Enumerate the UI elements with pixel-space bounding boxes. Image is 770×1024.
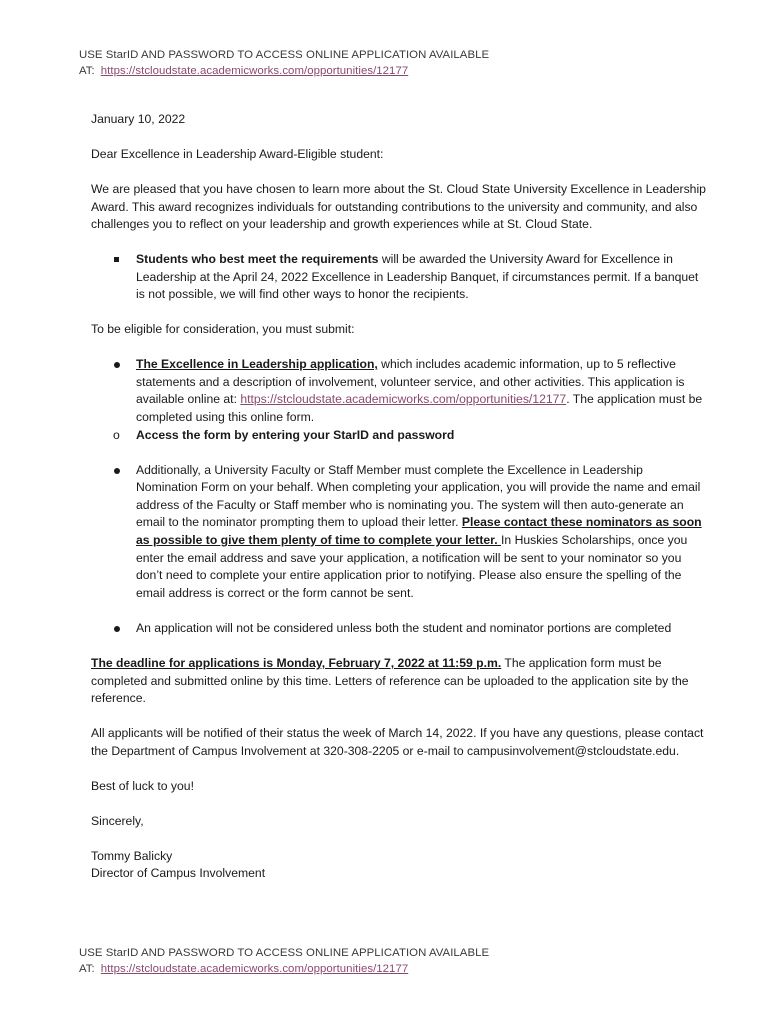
deadline-rest: The application form must be completed and submitted online by this time. Letters of reference can be uploaded to the application site by the reference. [91,655,689,706]
header-link-line [79,63,489,79]
application-link-inline[interactable]: https://stcloudstate.academicworks.com/opportunities/12177 [240,392,567,407]
luck-line: Best of luck to you! [91,778,194,793]
completion-text: An application will not be considered unless both the student and nominator portions are completed [136,620,672,635]
deadline-bold: The deadline for applications is Monday, February 7, 2022 at 11:59 p.m. [91,655,502,670]
sub-bullet: o [113,427,120,442]
notify-paragraph: All applicants will be notified of their status the week of March 14, 2022. If you have any questions, please contact the Department of Campus Involvement at 320-308-2205 or e-mail to campusinvolvement@stcloudstate.edu. [91,726,704,758]
submission-list-3 [91,620,707,638]
footer-banner [79,945,489,977]
footer-link-line [79,961,489,977]
greeting: Dear Excellence in Leadership Award-Eligible student: [91,146,384,161]
header-prefix: AT: [79,65,95,77]
signature-block [91,848,707,883]
list-item [91,356,707,426]
footer-prefix: AT: [79,963,95,975]
sub-item-text: Access the form by entering your StarID and password [136,427,455,442]
application-title: The Excellence in Leadership application, [136,357,378,372]
list-item [91,620,707,638]
deadline-paragraph [91,655,707,708]
list-item [91,462,707,603]
sub-item [91,427,707,445]
nomination-text: Additionally, a University Faculty or Staff Member must complete the Excellence in Leadership Nomination Form on your behalf. When completing your application, you will provide the name and email address of the Faculty or Staff member who is nominating you. The system will then auto-generate an email to the nominator prompting them to upload their letter. [136,462,701,530]
application-description: which includes academic information, up to 5 reflective statements and a description of involvement, volunteer service, and other activities. This application is available online at: [136,357,685,407]
letter-body [91,111,707,883]
requirements-text: will be awarded the University Award for Excellence in Leadership at the April 24, 2022 Excellence in Leadership Banquet, if circumstances permit. If a banquet is not possible, we will find other ways to honor the recipients. [136,252,699,302]
footer-application-link[interactable]: https://stcloudstate.academicworks.com/opportunities/12177 [100,963,409,975]
requirements-list [91,251,707,304]
signer-name: Tommy Balicky [91,848,173,863]
signer-title: Director of Campus Involvement [91,866,266,881]
nomination-bold: Please contact these nominators as soon as possible to give them plenty of time to complete your letter. [136,515,702,548]
requirements-item [91,251,707,304]
intro-paragraph: We are pleased that you have chosen to learn more about the St. Cloud State University Excellence in Leadership Award. This award recognizes individuals for outstanding contributions to the university and community, and also challenges you to reflect on your leadership and growth experiences while at St. Cloud State. [91,181,706,232]
application-link[interactable]: https://stcloudstate.academicworks.com/opportunities/12177 [100,65,409,77]
requirements-bold: Students who best meet the requirements [136,252,379,267]
header-banner [79,47,489,79]
submission-list-2 [91,462,707,603]
submission-list [91,356,707,426]
header-line: USE StarID AND PASSWORD TO ACCESS ONLINE APPLICATION AVAILABLE [79,49,490,61]
nomination-rest: In Huskies Scholarships, once you enter the email address and save your application, a notification will be sent to your nominator so you don’t need to complete your entire application prior to notifying. Please also ensure the spelling of the email address is correct or the form cannot be sent. [136,533,688,600]
letter-date: January 10, 2022 [91,112,186,126]
eligibility-heading: To be eligible for consideration, you must submit: [91,322,355,337]
footer-line: USE StarID AND PASSWORD TO ACCESS ONLINE APPLICATION AVAILABLE [79,947,490,959]
closing: Sincerely, [91,813,144,828]
application-note: . The application must be completed using this online form. [136,392,703,425]
